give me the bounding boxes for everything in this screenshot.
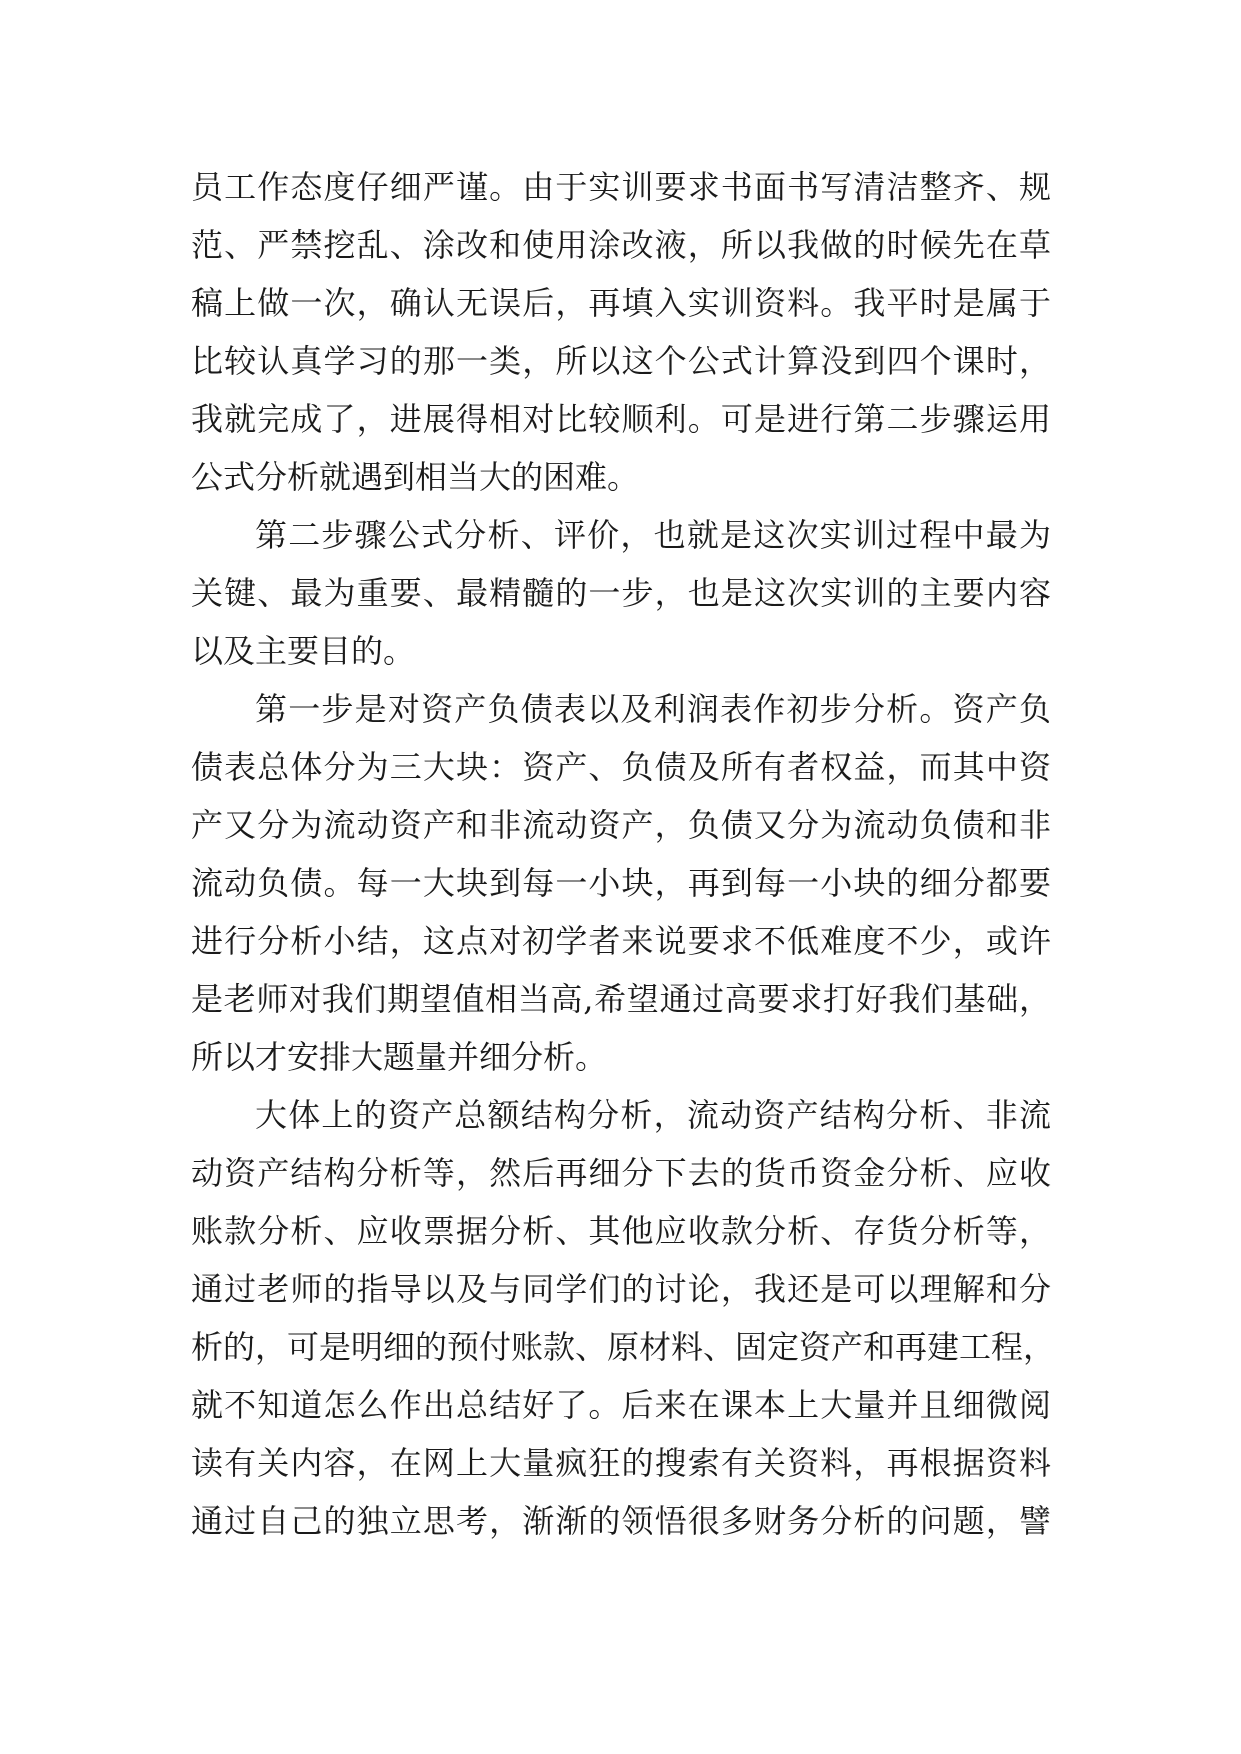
text-line: 账款分析、应收票据分析、其他应收款分析、存货分析等，	[191, 1212, 1051, 1250]
text-line: 以及主要目的。	[191, 632, 416, 670]
text-line: 稿上做一次，确认无误后，再填入实训资料。我平时是属于	[191, 284, 1051, 322]
paragraph-first-line: 第一步是对资产负债表以及利润表作初步分析。资产负	[255, 690, 1051, 728]
text-line: 析的，可是明细的预付账款、原材料、固定资产和再建工程，	[191, 1328, 1056, 1366]
text-line: 就不知道怎么作出总结好了。后来在课本上大量并且细微阅	[191, 1386, 1051, 1424]
text-line: 是老师对我们期望值相当高,希望通过高要求打好我们基础，	[191, 980, 1051, 1018]
text-line: 范、严禁挖乱、涂改和使用涂改液，所以我做的时候先在草	[191, 226, 1051, 264]
text-line: 员工作态度仔细严谨。由于实训要求书面书写清洁整齐、规	[191, 168, 1051, 206]
text-line: 我就完成了，进展得相对比较顺利。可是进行第二步骤运用	[191, 400, 1051, 438]
text-line: 读有关内容，在网上大量疯狂的搜索有关资料，再根据资料	[191, 1444, 1051, 1482]
text-line: 动资产结构分析等，然后再细分下去的货币资金分析、应收	[191, 1154, 1051, 1192]
text-line: 产又分为流动资产和非流动资产，负债又分为流动负债和非	[191, 806, 1051, 844]
text-line: 关键、最为重要、最精髓的一步，也是这次实训的主要内容	[191, 574, 1051, 612]
text-line: 通过自己的独立思考，渐渐的领悟很多财务分析的问题，譬	[191, 1502, 1051, 1540]
text-line: 流动负债。每一大块到每一小块，再到每一小块的细分都要	[191, 864, 1051, 902]
paragraph-first-line: 大体上的资产总额结构分析，流动资产结构分析、非流	[255, 1096, 1051, 1134]
text-line: 通过老师的指导以及与同学们的讨论，我还是可以理解和分	[191, 1270, 1051, 1308]
paragraph-first-line: 第二步骤公式分析、评价，也就是这次实训过程中最为	[255, 516, 1051, 554]
text-line: 所以才安排大题量并细分析。	[191, 1038, 608, 1076]
text-line: 进行分析小结，这点对初学者来说要求不低难度不少，或许	[191, 922, 1051, 960]
text-line: 公式分析就遇到相当大的困难。	[191, 458, 640, 496]
text-line: 债表总体分为三大块：资产、负债及所有者权益，而其中资	[191, 748, 1051, 786]
text-line: 比较认真学习的那一类，所以这个公式计算没到四个课时，	[191, 342, 1051, 380]
